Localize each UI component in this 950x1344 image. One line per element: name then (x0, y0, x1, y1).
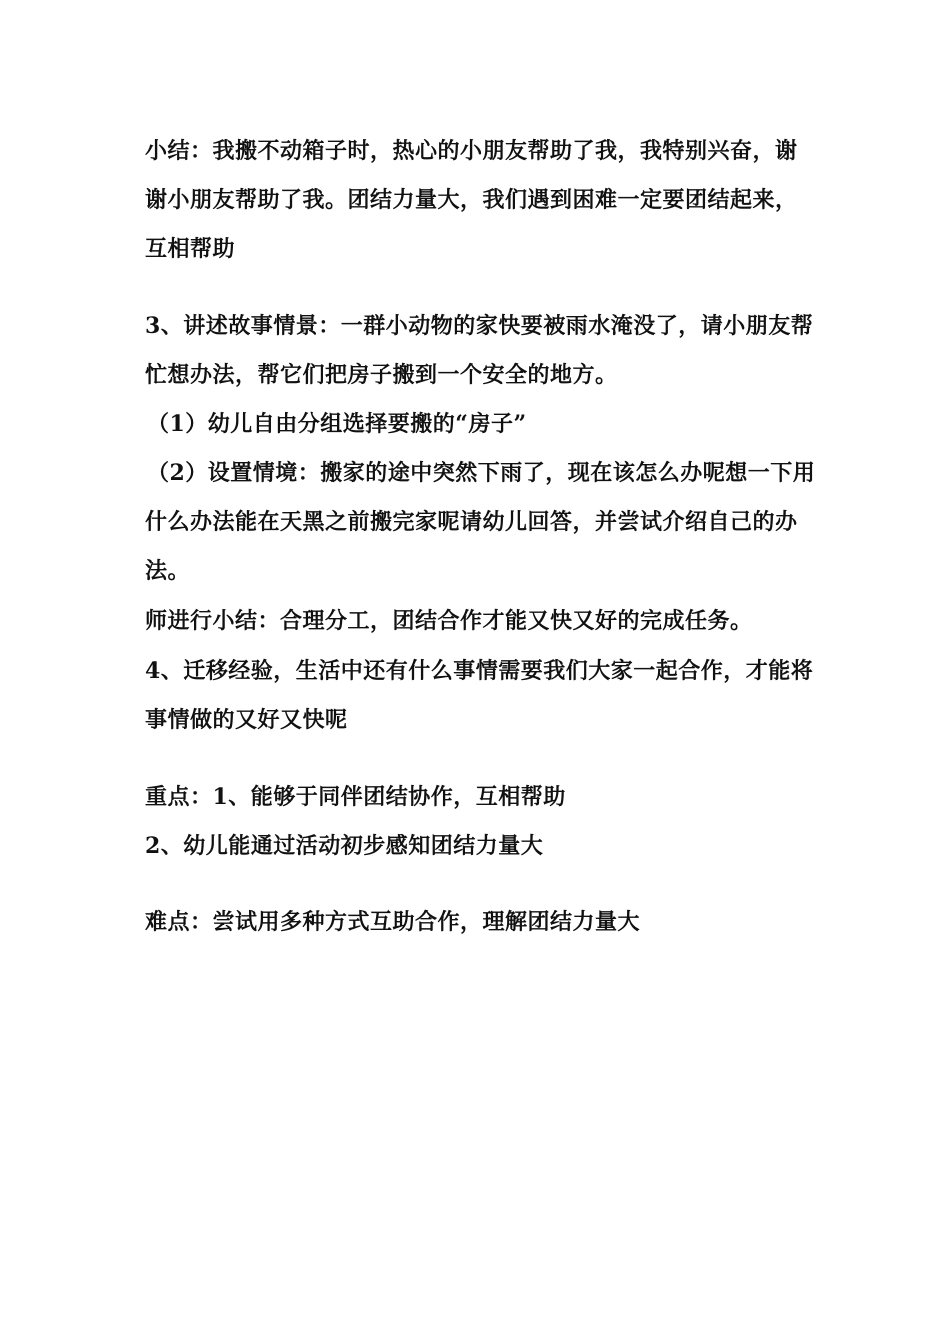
substep-1: （1）幼儿自由分组选择要搬的“房子” (147, 411, 527, 437)
teacher-summary: 师进行小结：合理分工，团结合作才能又快又好的完成任务。 (145, 608, 753, 634)
summary-line-1: 小结：我搬不动箱子时，热心的小朋友帮助了我，我特别兴奋，谢 (145, 138, 798, 164)
substep-2-line-3: 法。 (145, 558, 191, 584)
summary-line-3: 互相帮助 (145, 236, 236, 262)
step-3-line-2: 忙想办法，帮它们把房子搬到一个安全的地方。 (145, 362, 618, 388)
step-4-line-2: 事情做的又好又快呢 (145, 707, 348, 733)
step-4-line-1: 4、迁移经验，生活中还有什么事情需要我们大家一起合作，才能将 (145, 658, 814, 684)
step-3-line-1: 3、讲述故事情景：一群小动物的家快要被雨水淹没了，请小朋友帮 (145, 313, 814, 339)
key-point-1: 重点：1、能够于同伴团结协作，互相帮助 (145, 784, 566, 810)
substep-2-line-1: （2）设置情境：搬家的途中突然下雨了，现在该怎么办呢想一下用 (147, 460, 816, 486)
key-point-2: 2、幼儿能通过活动初步感知团结力量大 (145, 833, 544, 859)
substep-2-line-2: 什么办法能在天黑之前搬完家呢请幼儿回答，并尝试介绍自己的办 (145, 509, 798, 535)
summary-line-2: 谢小朋友帮助了我。团结力量大，我们遇到困难一定要团结起来， (145, 187, 798, 213)
difficulty-point: 难点：尝试用多种方式互助合作，理解团结力量大 (145, 909, 641, 935)
